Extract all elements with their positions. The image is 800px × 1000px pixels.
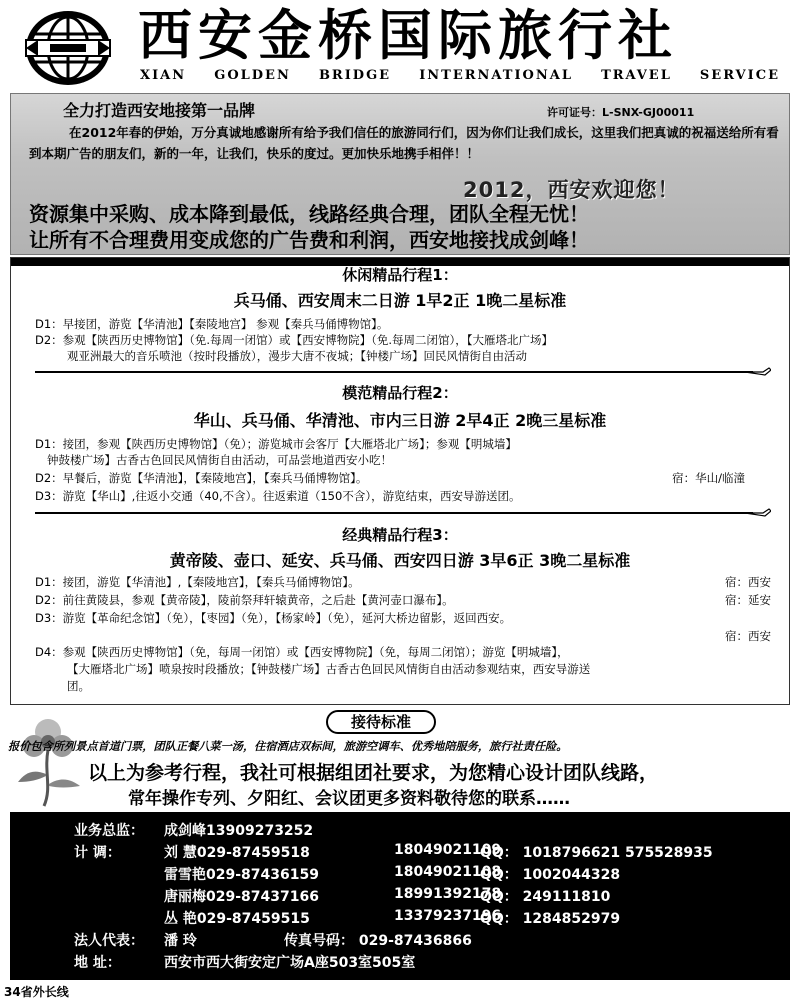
manager-label: 业务总监： — [74, 823, 144, 839]
company-title-en — [140, 68, 780, 88]
day-text: D2：早餐后，游览【华清池】，【秦陵地宫】，【秦兵马俑博物馆】。 — [35, 471, 368, 485]
address-text: 西安市西大街安定广场A座503室505室 — [164, 955, 416, 971]
reception-standard — [0, 706, 800, 812]
flower-decoration-icon — [14, 712, 84, 808]
header — [0, 0, 800, 92]
planner-qq: QQ： 1002044328 — [480, 867, 621, 883]
stay-text: 宿：西安 — [725, 575, 771, 589]
standard-note-1: 以上为参考行程，我社可根据组团社要求，为您精心设计团队线路， — [88, 762, 659, 784]
stay-text: 宿：华山/临潼 — [672, 471, 745, 485]
route-1-day — [35, 332, 775, 348]
page-footer: 34省外长线 — [4, 985, 69, 999]
intro-panel — [10, 93, 790, 255]
stay-text: 宿：西安 — [725, 629, 771, 643]
day-text: D2：参观【陕西历史博物馆】（免.每周一闭馆）或【西安博物院】（免.每周二闭馆），【大雁塔北广场】 — [35, 333, 553, 347]
day-text: 观亚洲最大的音乐喷池（按时段播放），漫步大唐不夜城；【钟楼广场】回民风情街自由活动 — [67, 349, 527, 363]
route-2-day — [35, 436, 775, 452]
planner-phone: 雷雪艳029-87436159 — [164, 867, 319, 883]
planner-mobile: 18991392178 — [394, 886, 502, 902]
day-text: D1：早接团，游览【华清池】【秦陵地宫】 参观【秦兵马俑博物馆】。 — [35, 317, 389, 331]
license-number: 许可证号：L-SNX-GJ00011 — [547, 106, 695, 119]
planner-qq: QQ： 249111810 — [480, 889, 611, 905]
legal-label: 法人代表： — [74, 933, 144, 949]
route-1-subtitle: 兵马俑、西安周末二日游 1早2正 1晚二星标准 — [233, 291, 567, 310]
title-en-word: GOLDEN — [214, 68, 291, 83]
pen-icon — [745, 366, 771, 378]
route-2-subtitle: 华山、兵马俑、华清池、市内三日游 2早4正 2晚三星标准 — [193, 411, 607, 430]
contact-panel — [10, 812, 790, 980]
manager-contact: 成剑峰13909273252 — [164, 823, 314, 839]
divider-rule — [35, 371, 745, 373]
route-1-day — [67, 348, 800, 364]
planner-label: 计 调： — [74, 845, 121, 861]
title-en-word: TRAVEL — [601, 68, 672, 83]
slogan-line-1: 资源集中采购、成本降到最低，线路经典合理，团队全程无忧！ — [29, 202, 589, 226]
title-en-word: INTERNATIONAL — [419, 68, 573, 83]
route-3-day — [35, 610, 775, 626]
route-3-day — [35, 644, 775, 660]
standard-note-2: 常年操作专列、夕阳红、会议团更多资料敬待您的联系…… — [128, 789, 570, 809]
route-2-day — [35, 488, 775, 504]
route-3-day — [35, 574, 775, 590]
planner-qq: QQ： 1018796621 575528935 — [480, 845, 713, 861]
intro-text: 在2012年春的伊始，万分真诚地感谢所有给予我们信任的旅游同行们，因为你们让我们成长，这里我们把真诚的祝福送给所有看到本期广告的朋友们，新的一年，让我们，快乐的度过。更加快乐地携手相伴！！ — [29, 125, 779, 161]
route-2-title: 模范精品行程2： — [342, 384, 458, 402]
route-3-day — [67, 678, 800, 694]
route-3-subtitle: 黄帝陵、壶口、延安、兵马俑、西安四日游 3早6正 3晚二星标准 — [169, 551, 631, 570]
section-divider — [35, 507, 771, 519]
route-2-day — [35, 470, 775, 486]
day-text: D2：前往黄陵县，参观【黄帝陵】，陵前祭拜轩辕黄帝，之后赴【黄河壶口瀑布】。 — [35, 593, 454, 607]
planner-mobile: 18049021109 — [394, 842, 502, 858]
day-text: D3：游览【华山】,往返小交通（40,不含）。往返索道（150不含），游览结束，西安导游送团。 — [35, 489, 521, 503]
route-2-day — [47, 452, 787, 468]
route-1-day — [35, 316, 775, 332]
title-en-word: SERVICE — [699, 68, 780, 83]
title-en-word: XIAN — [140, 68, 187, 83]
itinerary-panel — [10, 257, 790, 705]
globe-bridge-logo-icon — [22, 8, 114, 88]
day-text: 【大雁塔北广场】喷泉按时段播放；【钟鼓楼广场】古香古色回民风情街自由活动参观结束，西安导游送 — [67, 662, 591, 676]
company-title-cn: 西安金桥国际旅行社 — [138, 3, 678, 67]
route-1-title: 休闲精品行程1： — [342, 266, 458, 284]
planner-phone: 丛 艳029-87459515 — [164, 911, 310, 927]
day-text: 团。 — [67, 679, 90, 693]
slogan-line-2: 让所有不合理费用变成您的广告费和利润，西安地接找成剑峰！ — [29, 228, 589, 252]
legal-name: 潘 玲 — [164, 933, 197, 949]
day-text: D1：接团，游览【华清池】,【秦陵地宫】，【秦兵马俑博物馆】。 — [35, 575, 360, 589]
standard-includes: 报价包含所列景点首道门票，团队正餐八菜一汤，住宿酒店双标间，旅游空调车、优秀地陪服务，旅行社责任险。 — [8, 740, 568, 753]
planner-mobile: 13379237196 — [394, 908, 502, 924]
title-en-word: BRIDGE — [318, 68, 392, 83]
stay-text: 宿：延安 — [725, 593, 771, 607]
intro-title: 全力打造西安地接第一品牌 — [63, 101, 256, 120]
planner-phone: 唐丽梅029-87437166 — [164, 889, 319, 905]
divider-rule — [35, 512, 745, 514]
day-text: D4：参观【陕西历史博物馆】（免，每周一闭馆）或【西安博物院】（免，每周二闭馆）；游览【明城墙】， — [35, 645, 569, 659]
fax-number: 传真号码： 029-87436866 — [284, 933, 472, 949]
planner-mobile: 18049021108 — [394, 864, 502, 880]
section-divider — [35, 366, 771, 378]
pen-icon — [745, 507, 771, 519]
welcome-text: 2012，西安欢迎您！ — [463, 178, 680, 202]
day-text: D3：游览【革命纪念馆】（免），【枣园】（免），【杨家岭】（免），延河大桥边留影，返回西安。 — [35, 611, 512, 625]
planner-qq: QQ： 1284852979 — [480, 911, 621, 927]
day-text: D1：接团，参观【陕西历史博物馆】（免）；游览城市会客厅【大雁塔北广场】；参观【明城墙】 — [35, 437, 517, 451]
planner-phone: 刘 慧029-87459518 — [164, 845, 310, 861]
standard-badge: 接待标准 — [326, 710, 436, 734]
address-label: 地 址： — [74, 955, 121, 971]
route-3-day — [67, 661, 800, 677]
route-3-day — [35, 592, 775, 608]
route-3-title: 经典精品行程3： — [342, 526, 458, 544]
day-text: 钟鼓楼广场】古香古色回民风情街自由活动，可品尝地道西安小吃！ — [47, 453, 392, 467]
